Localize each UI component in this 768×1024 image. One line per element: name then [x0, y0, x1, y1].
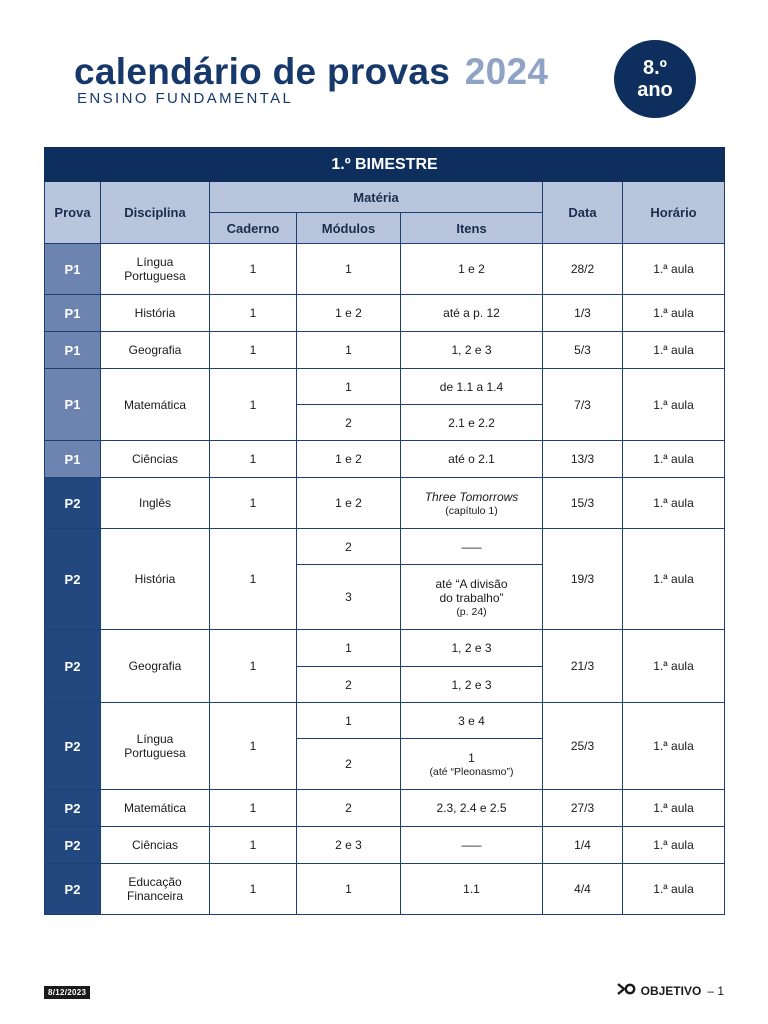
title-year: 2024: [464, 51, 549, 92]
prova-cell: P2: [45, 827, 101, 864]
modulos-cell: 1: [297, 244, 401, 295]
itens-cell: 3 e 4: [401, 703, 543, 739]
disciplina-line: Portuguesa: [124, 269, 186, 283]
prova-cell: P1: [45, 332, 101, 369]
bimestre-row: [45, 148, 725, 182]
header-materia: Matéria: [210, 182, 543, 213]
itens-note: (p. 24): [456, 605, 487, 618]
caderno-cell: 1: [210, 790, 297, 827]
itens-cell: –––: [401, 529, 543, 565]
header-caderno: Caderno: [210, 213, 297, 244]
table-row: [45, 441, 725, 478]
page-title: [74, 50, 548, 94]
table-row: [45, 864, 725, 915]
objetivo-logo-icon: [617, 983, 637, 998]
header-row: [45, 182, 725, 213]
data-cell: 19/3: [543, 529, 623, 630]
caderno-cell: 1: [210, 864, 297, 915]
modulos-cell: 1 e 2: [297, 441, 401, 478]
prova-cell: P2: [45, 478, 101, 529]
page-number: – 1: [707, 983, 724, 998]
modulos-cell: 2: [297, 790, 401, 827]
disciplina-line: Financeira: [126, 889, 184, 903]
header-prova: Prova: [45, 182, 101, 244]
horario-cell: 1.ª aula: [623, 441, 725, 478]
horario-cell: 1.ª aula: [623, 369, 725, 441]
prova-cell: P1: [45, 244, 101, 295]
prova-cell: P2: [45, 630, 101, 703]
caderno-cell: 1: [210, 529, 297, 630]
data-cell: 7/3: [543, 369, 623, 441]
caderno-cell: 1: [210, 441, 297, 478]
table-row: [45, 827, 725, 864]
itens-cell: [401, 478, 543, 529]
table-row: [45, 478, 725, 529]
disciplina-cell: Geografia: [101, 630, 210, 703]
prova-cell: P2: [45, 864, 101, 915]
bimestre-title: 1.º BIMESTRE: [45, 148, 725, 182]
itens-cell: 1 e 2: [401, 244, 543, 295]
modulos-cell: 2: [297, 739, 401, 790]
itens-cell: 2.3, 2.4 e 2.5: [401, 790, 543, 827]
modulos-cell: 1: [297, 369, 401, 405]
data-cell: 1/3: [543, 295, 623, 332]
caderno-cell: 1: [210, 478, 297, 529]
prova-cell: P1: [45, 295, 101, 332]
itens-cell: [401, 565, 543, 630]
table-row: [45, 529, 725, 565]
horario-cell: 1.ª aula: [623, 827, 725, 864]
modulos-cell: 1 e 2: [297, 478, 401, 529]
page-subtitle: ENSINO FUNDAMENTAL: [77, 90, 294, 107]
itens-cell: até o 2.1: [401, 441, 543, 478]
modulos-cell: 3: [297, 565, 401, 630]
modulos-cell: 1: [297, 630, 401, 667]
table-row: [45, 295, 725, 332]
prova-cell: P1: [45, 369, 101, 441]
itens-cell: de 1.1 a 1.4: [401, 369, 543, 405]
grade-badge: [614, 40, 696, 118]
grade-label: ano: [637, 79, 673, 101]
disciplina-cell: Matemática: [101, 369, 210, 441]
header-data: Data: [543, 182, 623, 244]
data-cell: 15/3: [543, 478, 623, 529]
disciplina-line: Língua: [136, 255, 174, 269]
itens-line: 1: [468, 750, 475, 765]
disciplina-cell: Geografia: [101, 332, 210, 369]
horario-cell: 1.ª aula: [623, 244, 725, 295]
horario-cell: 1.ª aula: [623, 332, 725, 369]
modulos-cell: 2: [297, 529, 401, 565]
footer-brand: [617, 983, 724, 998]
disciplina-cell: História: [101, 529, 210, 630]
disciplina-line: Portuguesa: [124, 746, 186, 760]
itens-cell: 1, 2 e 3: [401, 667, 543, 703]
disciplina-cell: Ciências: [101, 441, 210, 478]
caderno-cell: 1: [210, 244, 297, 295]
data-cell: 5/3: [543, 332, 623, 369]
disciplina-cell: [101, 703, 210, 790]
caderno-cell: 1: [210, 369, 297, 441]
grade-number: 8.º: [643, 57, 667, 79]
table-row: [45, 790, 725, 827]
data-cell: 25/3: [543, 703, 623, 790]
horario-cell: 1.ª aula: [623, 864, 725, 915]
prova-cell: P2: [45, 703, 101, 790]
itens-cell: [401, 739, 543, 790]
brand-name: OBJETIVO: [640, 983, 702, 998]
itens-cell: –––: [401, 827, 543, 864]
data-cell: 27/3: [543, 790, 623, 827]
caderno-cell: 1: [210, 630, 297, 703]
caderno-cell: 1: [210, 827, 297, 864]
horario-cell: 1.ª aula: [623, 703, 725, 790]
modulos-cell: 2: [297, 405, 401, 441]
disciplina-cell: Matemática: [101, 790, 210, 827]
caderno-cell: 1: [210, 295, 297, 332]
header-horario: Horário: [623, 182, 725, 244]
itens-line: do trabalho”: [439, 590, 504, 605]
table-row: [45, 332, 725, 369]
data-cell: 21/3: [543, 630, 623, 703]
header-modulos: Módulos: [297, 213, 401, 244]
itens-cell: 1, 2 e 3: [401, 630, 543, 667]
data-cell: 4/4: [543, 864, 623, 915]
disciplina-line: Educação: [128, 875, 182, 889]
disciplina-cell: História: [101, 295, 210, 332]
horario-cell: 1.ª aula: [623, 790, 725, 827]
modulos-cell: 1: [297, 332, 401, 369]
table-row: [45, 703, 725, 739]
prova-cell: P1: [45, 441, 101, 478]
data-cell: 13/3: [543, 441, 623, 478]
itens-note: (até “Pleonasmo”): [429, 765, 514, 778]
itens-note: (capítulo 1): [445, 504, 498, 517]
header-itens: Itens: [401, 213, 543, 244]
title-text: calendário de provas: [74, 51, 451, 92]
modulos-cell: 2 e 3: [297, 827, 401, 864]
modulos-cell: 2: [297, 667, 401, 703]
modulos-cell: 1 e 2: [297, 295, 401, 332]
prova-cell: P2: [45, 790, 101, 827]
exam-calendar-table-wrap: [44, 147, 724, 915]
header-disciplina: Disciplina: [101, 182, 210, 244]
footer-date: 8/12/2023: [44, 986, 90, 999]
data-cell: 28/2: [543, 244, 623, 295]
itens-cell: até a p. 12: [401, 295, 543, 332]
disciplina-cell: [101, 244, 210, 295]
table-row: [45, 630, 725, 667]
modulos-cell: 1: [297, 703, 401, 739]
caderno-cell: 1: [210, 703, 297, 790]
itens-cell: 2.1 e 2.2: [401, 405, 543, 441]
caderno-cell: 1: [210, 332, 297, 369]
horario-cell: 1.ª aula: [623, 478, 725, 529]
page-header: [74, 50, 548, 107]
itens-cell: 1.1: [401, 864, 543, 915]
disciplina-cell: Inglês: [101, 478, 210, 529]
horario-cell: 1.ª aula: [623, 529, 725, 630]
disciplina-cell: Ciências: [101, 827, 210, 864]
itens-cell: 1, 2 e 3: [401, 332, 543, 369]
data-cell: 1/4: [543, 827, 623, 864]
horario-cell: 1.ª aula: [623, 630, 725, 703]
horario-cell: 1.ª aula: [623, 295, 725, 332]
prova-cell: P2: [45, 529, 101, 630]
exam-calendar-table: [44, 147, 725, 915]
modulos-cell: 1: [297, 864, 401, 915]
table-row: [45, 244, 725, 295]
disciplina-line: Língua: [136, 732, 174, 746]
book-title: Three Tomorrows: [424, 489, 519, 504]
itens-line: até “A divisão: [435, 576, 508, 591]
disciplina-cell: [101, 864, 210, 915]
table-row: [45, 369, 725, 405]
